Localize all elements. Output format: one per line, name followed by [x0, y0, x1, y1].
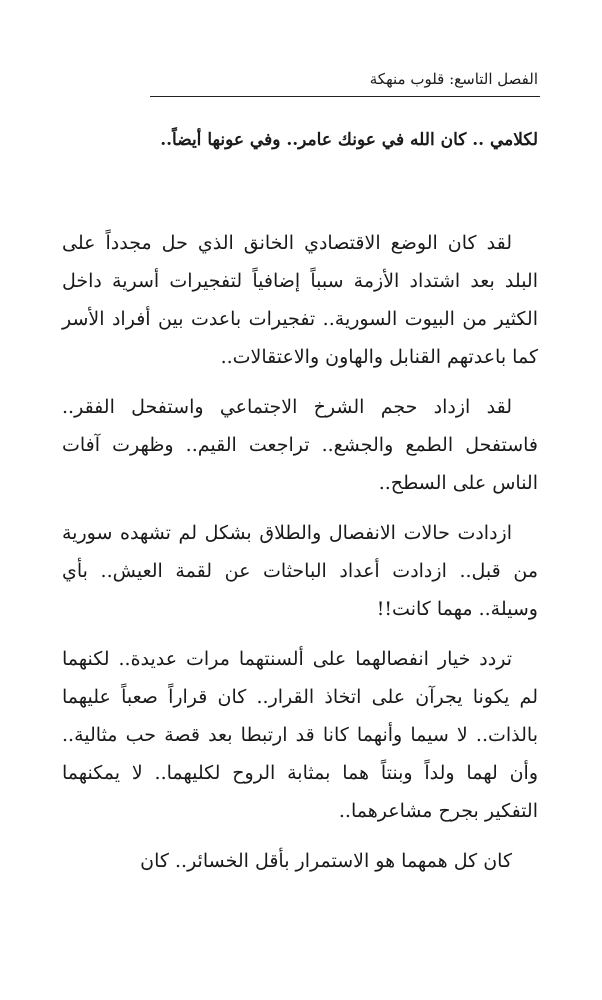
header-divider [150, 96, 540, 97]
lead-line: لكلامي .. كان الله في عونك عامر.. وفي عونها أيضاً.. [160, 130, 538, 150]
body-text [62, 224, 538, 892]
paragraph-3: ازدادت حالات الانفصال والطلاق بشكل لم تشهده سورية من قبل.. ازدادت أعداد الباحثات عن لقمة العيش.. بأي وسيلة.. مهما كانت!! [62, 522, 538, 620]
paragraph-5: كان كل همهما هو الاستمرار بأقل الخسائر.. كان [140, 850, 512, 872]
running-header: الفصل التاسع: قلوب منهكة [369, 70, 538, 88]
paragraph-2: لقد ازداد حجم الشرخ الاجتماعي واستفحل الفقر.. فاستفحل الطمع والجشع.. تراجعت القيم.. وظهرت آفات الناس على السطح.. [62, 396, 538, 494]
paragraph-4: تردد خيار انفصالهما على ألسنتهما مرات عديدة.. لكنهما لم يكونا يجرآن على اتخاذ القرار.. كان قراراً صعباً عليهما بالذات.. لا سيما وأنهما كانا قد ارتبطا بعد قصة حب مثالية.. وأن لهما ولداً وبنتاً هما بمثابة الروح لكليهما.. لا يمكنهما التفكير بجرح مشاعرهما.. [62, 648, 538, 822]
paragraph-1: لقد كان الوضع الاقتصادي الخانق الذي حل مجدداً على البلد بعد اشتداد الأزمة سبباً إضافياً لتفجيرات أسرية داخل الكثير من البيوت السورية.. تفجيرات باعدت بين أفراد الأسر كما باعدتهم القنابل والهاون والاعتقالات.. [62, 232, 538, 368]
